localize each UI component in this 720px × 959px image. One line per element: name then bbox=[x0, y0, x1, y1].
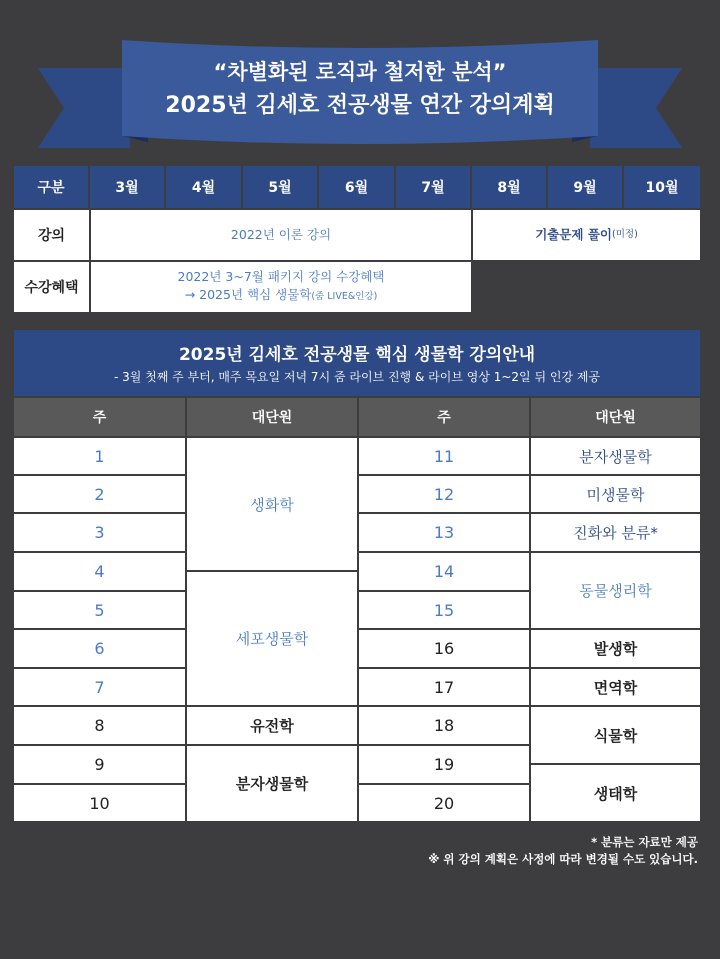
week-number-cell: 10 bbox=[14, 785, 185, 821]
week-number-cell: 17 bbox=[359, 669, 529, 705]
week-number-cell: 5 bbox=[14, 592, 185, 628]
week-number-cell: 13 bbox=[359, 514, 529, 551]
benefit-line2: → 2025년 핵심 생물학 bbox=[184, 287, 312, 302]
core-course-subtitle: - 3월 첫째 주 부터, 매주 목요일 저녁 7시 줌 라이브 진행 & 라이브 영상 1~2일 뒤 인강 제공 bbox=[113, 370, 601, 384]
benefit-line2-wrap bbox=[185, 286, 378, 306]
core-course-title: 2025년 김세호 전공생물 핵심 생물학 강의안내 bbox=[178, 345, 536, 365]
week-number-cell: 19 bbox=[359, 746, 529, 783]
unit-cell: 세포생물학 bbox=[187, 572, 357, 705]
week-number-cell: 6 bbox=[14, 630, 185, 667]
week-number-cell: 9 bbox=[14, 746, 185, 783]
benefit-note: (줌 LIVE&인강) bbox=[311, 291, 378, 302]
week-number-cell: 20 bbox=[359, 785, 529, 821]
week-column-header: 주 bbox=[359, 398, 529, 436]
week-number-cell: 16 bbox=[359, 630, 529, 667]
footnotes bbox=[428, 834, 698, 868]
unit-column-header: 대단원 bbox=[187, 398, 357, 436]
month-header: 10월 bbox=[624, 166, 700, 208]
week-number-cell: 18 bbox=[359, 707, 529, 744]
month-header: 6월 bbox=[319, 166, 396, 208]
unit-cell: 유전학 bbox=[187, 707, 357, 744]
unit-cell: 동물생리학 bbox=[531, 553, 700, 628]
unit-cell: 면역학 bbox=[531, 669, 700, 705]
past-exam-note: (미정) bbox=[612, 229, 638, 240]
week-number-cell: 1 bbox=[14, 438, 185, 474]
past-exam-cell bbox=[473, 210, 700, 260]
unit-cell: 생화학 bbox=[187, 438, 357, 570]
week-column-header: 주 bbox=[14, 398, 185, 436]
footnote-change-notice: ※ 위 강의 계획은 사정에 따라 변경될 수도 있습니다. bbox=[428, 852, 698, 866]
week-number-cell: 2 bbox=[14, 476, 185, 512]
week-number-cell: 3 bbox=[14, 514, 185, 551]
banner-quote: “차별화된 로직과 철저한 분석” bbox=[213, 60, 507, 84]
week-number-cell: 11 bbox=[359, 438, 529, 474]
unit-cell: 생태학 bbox=[531, 765, 700, 821]
past-exam-label: 기출문제 풀이 bbox=[535, 227, 613, 242]
benefit-row-label: 수강혜택 bbox=[14, 262, 89, 312]
week-number-cell: 15 bbox=[359, 592, 529, 628]
benefit-line1: 2022년 3~7월 패키지 강의 수강혜택 bbox=[177, 269, 385, 284]
unit-cell: 발생학 bbox=[531, 630, 700, 667]
footnote-classification: * 분류는 자료만 제공 bbox=[591, 835, 698, 849]
week-number-cell: 8 bbox=[14, 707, 185, 744]
month-header: 5월 bbox=[243, 166, 319, 208]
core-course-header bbox=[14, 330, 700, 396]
unit-cell: 진화와 분류* bbox=[531, 514, 700, 551]
theory-lecture-cell: 2022년 이론 강의 bbox=[91, 210, 471, 260]
month-header: 8월 bbox=[472, 166, 548, 208]
benefit-cell bbox=[91, 262, 471, 312]
unit-column-header: 대단원 bbox=[531, 398, 700, 436]
week-number-cell: 7 bbox=[14, 669, 185, 705]
unit-cell: 미생물학 bbox=[531, 476, 700, 512]
unit-cell: 식물학 bbox=[531, 707, 700, 763]
week-number-cell: 12 bbox=[359, 476, 529, 512]
unit-cell: 분자생물학 bbox=[187, 746, 357, 821]
month-header: 9월 bbox=[548, 166, 624, 208]
schedule-corner-header: 구분 bbox=[14, 166, 90, 208]
banner-title: 2025년 김세호 전공생물 연간 강의계획 bbox=[165, 93, 555, 118]
unit-cell: 분자생물학 bbox=[531, 438, 700, 474]
annual-schedule-table bbox=[14, 166, 700, 314]
title-banner bbox=[38, 38, 682, 148]
month-header: 7월 bbox=[396, 166, 472, 208]
week-number-cell: 4 bbox=[14, 553, 185, 590]
lecture-row-label: 강의 bbox=[14, 210, 89, 260]
month-header: 3월 bbox=[90, 166, 166, 208]
week-number-cell: 14 bbox=[359, 553, 529, 590]
month-header: 4월 bbox=[166, 166, 243, 208]
